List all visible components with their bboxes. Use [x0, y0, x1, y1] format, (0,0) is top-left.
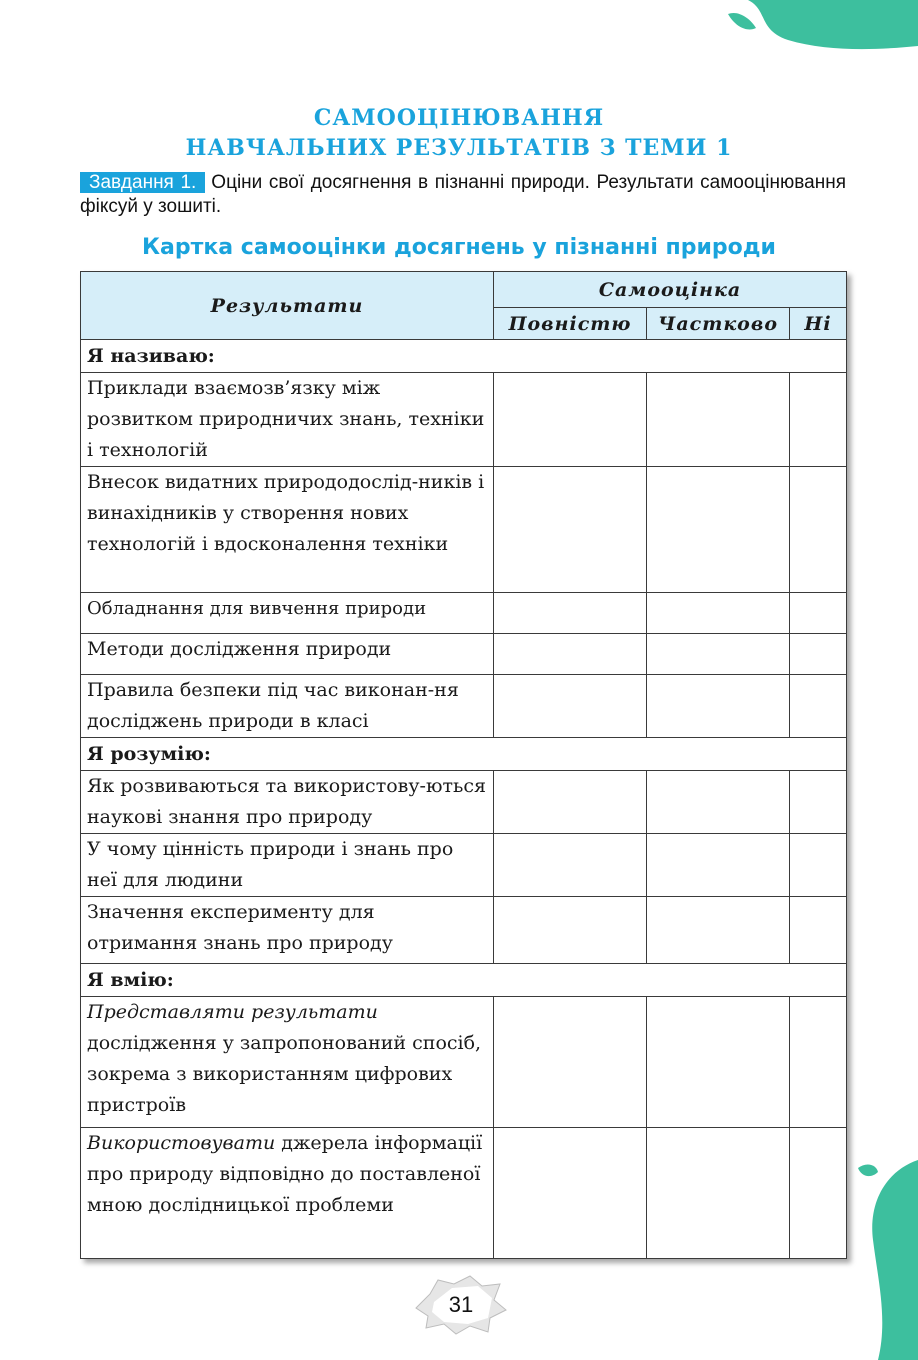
full-cell[interactable]	[494, 373, 647, 467]
table-row	[81, 593, 847, 634]
partial-cell[interactable]	[647, 675, 790, 738]
page-heading	[0, 103, 918, 163]
table-row	[81, 834, 847, 897]
table-row	[81, 373, 847, 467]
partial-cell[interactable]	[647, 593, 790, 634]
partial-cell[interactable]	[647, 1128, 790, 1259]
full-cell[interactable]	[494, 634, 647, 675]
no-cell[interactable]	[790, 675, 847, 738]
heading-line-1: САМООЦІНЮВАННЯ	[313, 105, 605, 131]
section-row	[81, 340, 847, 373]
full-cell[interactable]	[494, 997, 647, 1128]
header-no: Ні	[790, 308, 847, 340]
no-cell[interactable]	[790, 593, 847, 634]
page-number: 31	[448, 1292, 474, 1317]
partial-cell[interactable]	[647, 997, 790, 1128]
no-cell[interactable]	[790, 467, 847, 593]
full-cell[interactable]	[494, 675, 647, 738]
result-text: Обладнання для вивчення природи	[81, 593, 494, 634]
header-full: Повністю	[494, 308, 647, 340]
table-row	[81, 1128, 847, 1259]
section-row	[81, 964, 847, 997]
task-text: Оціни свої досягнення в пізнанні природи. Результати самооцінювання фіксуй у зошиті.	[80, 172, 846, 217]
no-cell[interactable]	[790, 373, 847, 467]
table-row	[81, 897, 847, 964]
result-text: Значення експерименту для отримання знань про природу	[81, 897, 494, 964]
decorative-corner-shape	[658, 0, 918, 60]
section-title: Я розумію:	[81, 738, 847, 771]
result-rest: джерела інформації про природу відповідно до поставленої мною дослідницької проблеми	[87, 1132, 483, 1216]
table-row	[81, 771, 847, 834]
partial-cell[interactable]	[647, 467, 790, 593]
result-text: Методи дослідження природи	[81, 634, 494, 675]
task-paragraph	[80, 171, 846, 219]
partial-cell[interactable]	[647, 373, 790, 467]
table-row	[81, 675, 847, 738]
section-row	[81, 738, 847, 771]
result-text: Правила безпеки під час виконан-ня досліджень природи в класі	[81, 675, 494, 738]
no-cell[interactable]	[790, 771, 847, 834]
header-partial: Частково	[647, 308, 790, 340]
result-text: Як розвиваються та використову-ються наукові знання про природу	[81, 771, 494, 834]
result-text: У чому цінність природи і знань про неї для людини	[81, 834, 494, 897]
result-verb: Представляти результати	[87, 1001, 378, 1023]
full-cell[interactable]	[494, 834, 647, 897]
header-results: Результати	[81, 272, 494, 340]
full-cell[interactable]	[494, 897, 647, 964]
section-title: Я називаю:	[81, 340, 847, 373]
table-row	[81, 467, 847, 593]
partial-cell[interactable]	[647, 634, 790, 675]
table-row	[81, 997, 847, 1128]
card-title: Картка самооцінки досягнень у пізнанні природи	[142, 235, 776, 260]
result-text: Приклади взаємозв’язку між розвитком природничих знань, техніки і технологій	[81, 373, 494, 467]
self-assessment-table	[80, 271, 847, 1259]
no-cell[interactable]	[790, 634, 847, 675]
full-cell[interactable]	[494, 771, 647, 834]
full-cell[interactable]	[494, 593, 647, 634]
partial-cell[interactable]	[647, 897, 790, 964]
result-text: Внесок видатних природодослід-ників і винахідників у створення нових технологій і вдосконалення техніки	[81, 467, 494, 593]
task-label: Завдання 1.	[80, 172, 205, 193]
partial-cell[interactable]	[647, 834, 790, 897]
result-text	[81, 1128, 494, 1259]
decorative-corner-shape	[848, 1160, 918, 1360]
no-cell[interactable]	[790, 897, 847, 964]
header-self-assessment: Самооцінка	[494, 272, 847, 308]
result-verb: Використовувати	[87, 1132, 276, 1154]
result-rest: дослідження у запропонований спосіб, зокрема з використанням цифрових пристроїв	[87, 1032, 482, 1116]
no-cell[interactable]	[790, 1128, 847, 1259]
result-text	[81, 997, 494, 1128]
full-cell[interactable]	[494, 467, 647, 593]
section-title: Я вмію:	[81, 964, 847, 997]
no-cell[interactable]	[790, 997, 847, 1128]
table-row	[81, 634, 847, 675]
no-cell[interactable]	[790, 834, 847, 897]
full-cell[interactable]	[494, 1128, 647, 1259]
heading-line-2: НАВЧАЛЬНИХ РЕЗУЛЬТАТІВ З ТЕМИ 1	[185, 135, 733, 161]
partial-cell[interactable]	[647, 771, 790, 834]
